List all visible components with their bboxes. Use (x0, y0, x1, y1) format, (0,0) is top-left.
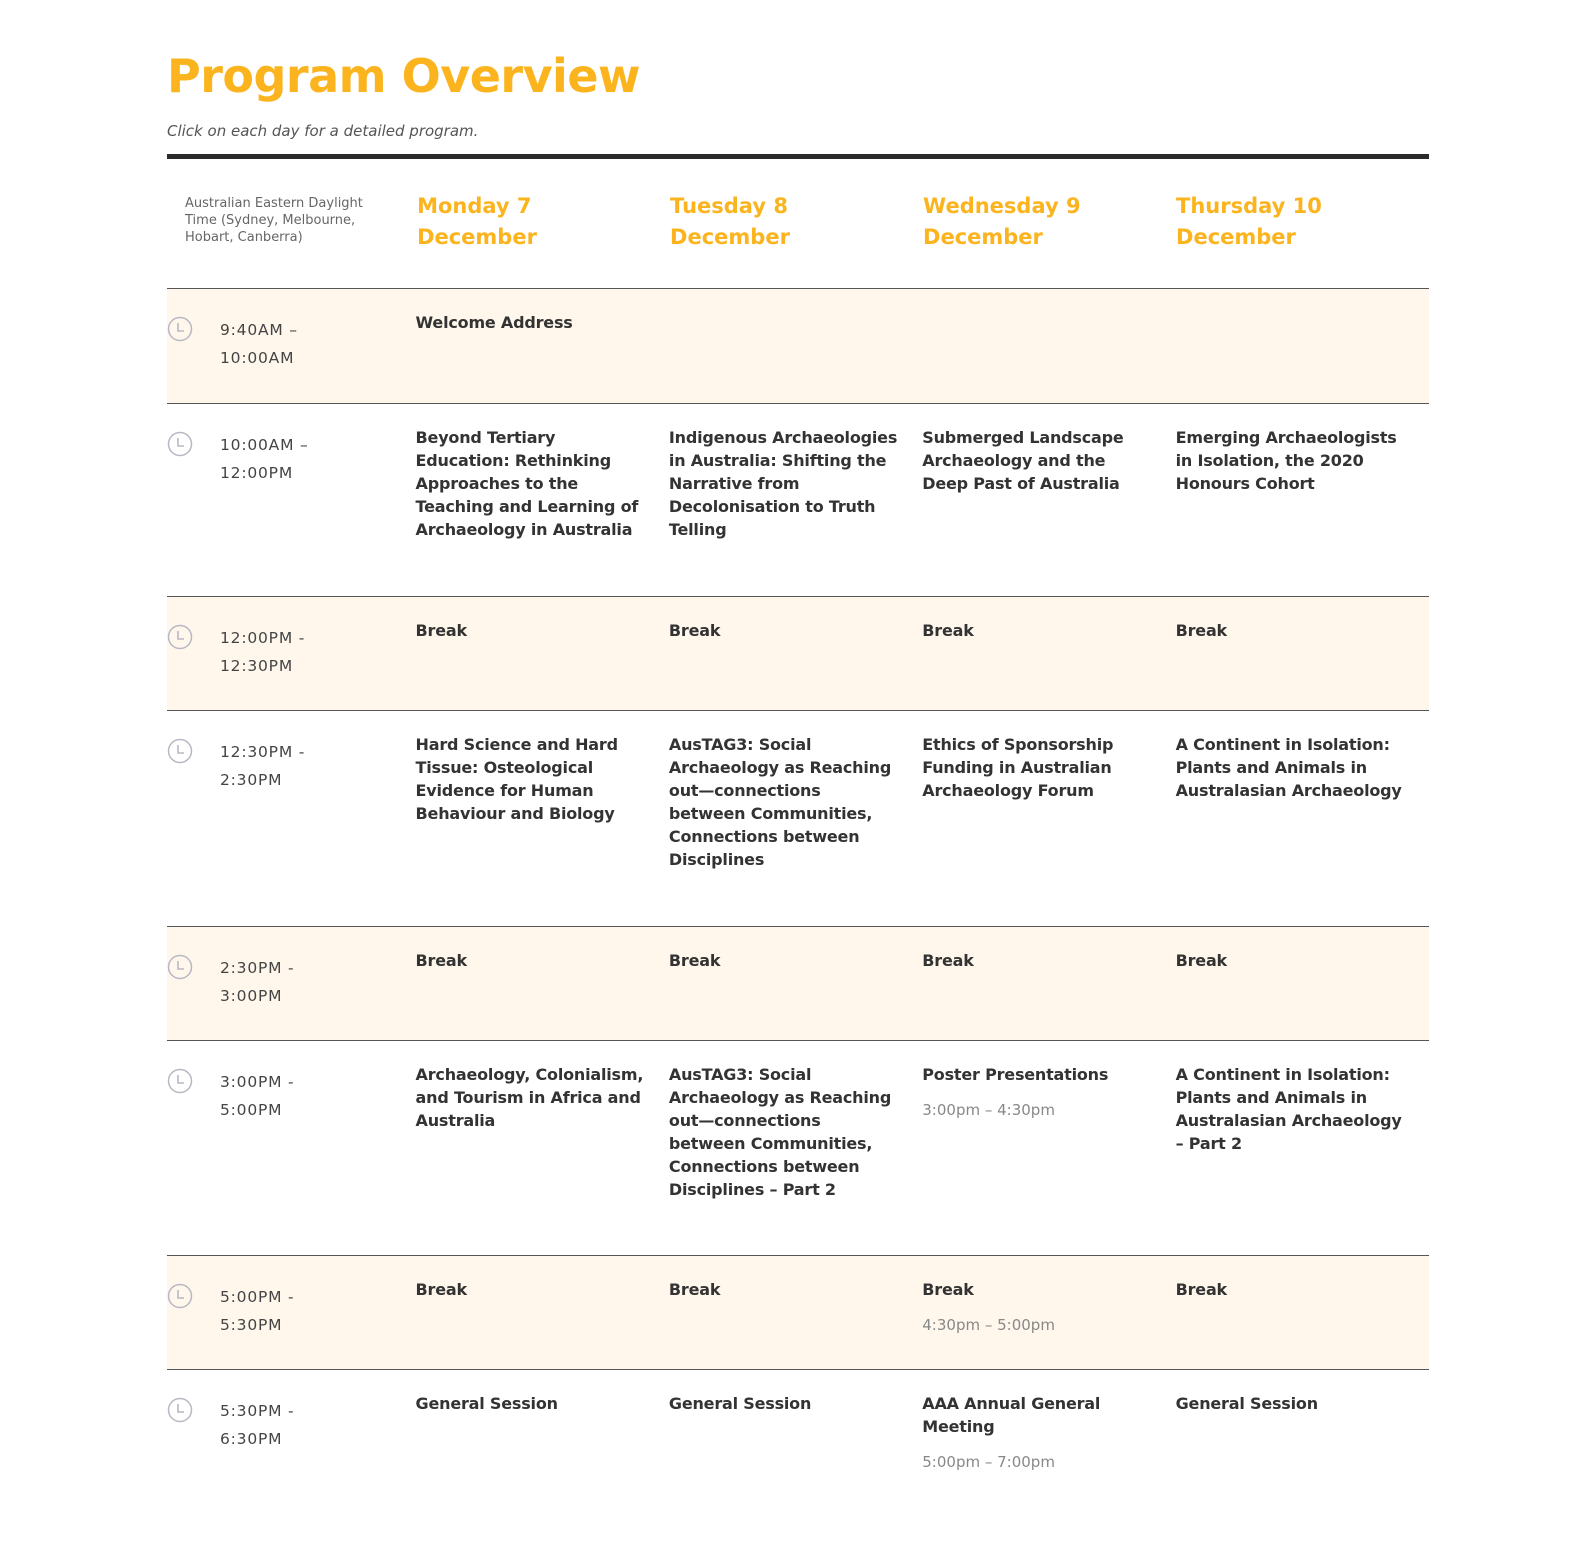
session-cell (669, 1256, 922, 1369)
time-start: 3:00PM - (220, 1073, 295, 1091)
schedule-row (167, 927, 1429, 1041)
session-cell (922, 927, 1175, 1040)
time-end: 6:30PM (220, 1430, 283, 1448)
time-start: 2:30PM - (220, 959, 295, 977)
day-label-line2: December (417, 225, 537, 249)
clock-icon (167, 624, 193, 650)
session-cell (669, 927, 922, 1040)
session-title: Poster Presentations (922, 1065, 1109, 1084)
session-cell (416, 289, 669, 403)
time-start: 10:00AM – (220, 436, 309, 454)
session-title: Break (1175, 621, 1228, 640)
day-monday[interactable] (417, 159, 670, 288)
session-title: Submerged Landscape Archaeology and the Deep Past of Australia (922, 428, 1124, 493)
session-cell (1176, 597, 1429, 710)
session-title: Emerging Archaeologists in Isolation, the 2020 Honours Cohort (1175, 428, 1397, 493)
schedule-row (167, 597, 1429, 711)
time-slot (167, 597, 416, 710)
time-range (220, 624, 305, 710)
timezone-label (167, 159, 417, 288)
time-slot (167, 1041, 416, 1255)
session-cell (669, 597, 922, 710)
clock-icon (167, 316, 193, 342)
session-title: Break (415, 951, 467, 970)
session-title: Break (1175, 951, 1228, 970)
time-slot (167, 1256, 416, 1369)
time-slot (167, 1370, 416, 1510)
time-end: 3:00PM (220, 987, 283, 1005)
time-start: 5:00PM - (220, 1288, 295, 1306)
day-wednesday[interactable] (923, 159, 1176, 288)
schedule-row (167, 711, 1429, 927)
session-cell (922, 597, 1175, 710)
session-cell (416, 1370, 669, 1510)
session-cell (669, 404, 922, 596)
session-title: Hard Science and Hard Tissue: Osteological Evidence for Human Behaviour and Biology (415, 735, 618, 823)
time-end: 10:00AM (220, 349, 295, 367)
timezone-text: Australian Eastern Daylight Time (Sydney, Melbourne, Hobart, Canberra) (185, 196, 363, 245)
time-end: 5:30PM (220, 1316, 283, 1334)
session-cell (922, 404, 1175, 596)
session-cell (1176, 289, 1429, 403)
session-cell (1176, 1370, 1429, 1510)
session-time: 4:30pm – 5:00pm (922, 1316, 1055, 1334)
session-title: Archaeology, Colonialism, and Tourism in Africa and Australia (415, 1065, 644, 1130)
session-cell (922, 1041, 1175, 1255)
schedule-row (167, 404, 1429, 597)
session-cell (922, 289, 1175, 403)
day-label-line2: December (923, 225, 1043, 249)
session-cell (416, 711, 669, 926)
session-title: Break (922, 1280, 974, 1299)
session-title: Break (668, 1280, 721, 1299)
schedule-body (167, 289, 1429, 1510)
day-label-line2: December (670, 225, 790, 249)
session-cell (922, 1256, 1175, 1369)
session-cell (1176, 1256, 1429, 1369)
day-tuesday[interactable] (670, 159, 923, 288)
program-overview (167, 0, 1429, 1510)
time-range (220, 1283, 294, 1369)
session-title: AAA Annual General Meeting (922, 1394, 1101, 1436)
clock-icon (167, 1397, 193, 1423)
session-title: Break (922, 621, 974, 640)
session-title: Break (415, 1280, 467, 1299)
session-cell (416, 1256, 669, 1369)
session-cell (922, 1370, 1175, 1510)
session-title: Beyond Tertiary Education: Rethinking Approaches to the Teaching and Learning of Archaeology in Australia (415, 428, 639, 539)
day-label-line1: Tuesday 8 (670, 194, 788, 218)
session-cell (1176, 1041, 1429, 1255)
session-cell (1176, 404, 1429, 596)
time-range (220, 431, 309, 596)
session-title: Ethics of Sponsorship Funding in Australian Archaeology Forum (922, 735, 1114, 800)
session-title: Break (1175, 1280, 1228, 1299)
session-cell (416, 597, 669, 710)
clock-icon (167, 954, 193, 980)
time-start: 12:00PM - (220, 629, 306, 647)
session-title: General Session (668, 1394, 812, 1413)
session-cell (416, 1041, 669, 1255)
schedule-row (167, 289, 1429, 404)
page-subtitle: Click on each day for a detailed program. (167, 122, 479, 140)
time-range (220, 1068, 294, 1255)
time-slot (167, 927, 416, 1040)
clock-icon (167, 1283, 193, 1309)
session-title: A Continent in Isolation: Plants and Animals in Australasian Archaeology (1175, 735, 1402, 800)
session-title: Break (668, 951, 721, 970)
session-cell (416, 404, 669, 596)
page-title: Program Overview (167, 49, 641, 103)
day-label-line1: Monday 7 (417, 194, 532, 218)
time-end: 12:00PM (220, 464, 293, 482)
time-end: 12:30PM (220, 657, 293, 675)
time-range (220, 738, 305, 926)
time-slot (167, 289, 416, 403)
time-slot (167, 711, 416, 926)
session-title: A Continent in Isolation: Plants and Animals in Australasian Archaeology – Part 2 (1175, 1065, 1402, 1153)
time-start: 12:30PM - (220, 743, 306, 761)
schedule-row (167, 1041, 1429, 1256)
session-title: Break (922, 951, 974, 970)
schedule-row (167, 1370, 1429, 1510)
session-cell (1176, 927, 1429, 1040)
time-end: 2:30PM (220, 771, 283, 789)
session-title: Indigenous Archaeologies in Australia: Shifting the Narrative from Decolonisation to Truth Telling (668, 428, 898, 539)
clock-icon (167, 738, 193, 764)
day-thursday[interactable] (1176, 159, 1429, 288)
time-end: 5:00PM (220, 1101, 283, 1119)
session-title: AusTAG3: Social Archaeology as Reaching out—connections between Communities, Connections between Disciplines – Part 2 (668, 1065, 892, 1199)
day-label-line1: Thursday 10 (1176, 194, 1322, 218)
schedule-header (167, 159, 1429, 289)
schedule-row (167, 1256, 1429, 1370)
time-range (220, 1397, 294, 1510)
session-title: AusTAG3: Social Archaeology as Reaching out—connections between Communities, Connections between Disciplines (668, 735, 892, 869)
session-title: Welcome Address (415, 313, 573, 332)
session-cell (669, 711, 922, 926)
time-start: 5:30PM - (220, 1402, 295, 1420)
session-cell (669, 1041, 922, 1255)
time-start: 9:40AM – (220, 321, 298, 339)
session-time: 3:00pm – 4:30pm (922, 1101, 1055, 1119)
time-range (220, 954, 294, 1040)
session-time: 5:00pm – 7:00pm (922, 1453, 1055, 1471)
session-title: Break (415, 621, 467, 640)
session-cell (669, 1370, 922, 1510)
session-cell (669, 289, 922, 403)
session-cell (922, 711, 1175, 926)
session-cell (1176, 711, 1429, 926)
time-range (220, 316, 298, 403)
clock-icon (167, 431, 193, 457)
day-label-line2: December (1176, 225, 1296, 249)
time-slot (167, 404, 416, 596)
session-title: General Session (415, 1394, 558, 1413)
session-cell (416, 927, 669, 1040)
day-label-line1: Wednesday 9 (923, 194, 1081, 218)
session-title: Break (668, 621, 721, 640)
session-title: General Session (1175, 1394, 1318, 1413)
clock-icon (167, 1068, 193, 1094)
